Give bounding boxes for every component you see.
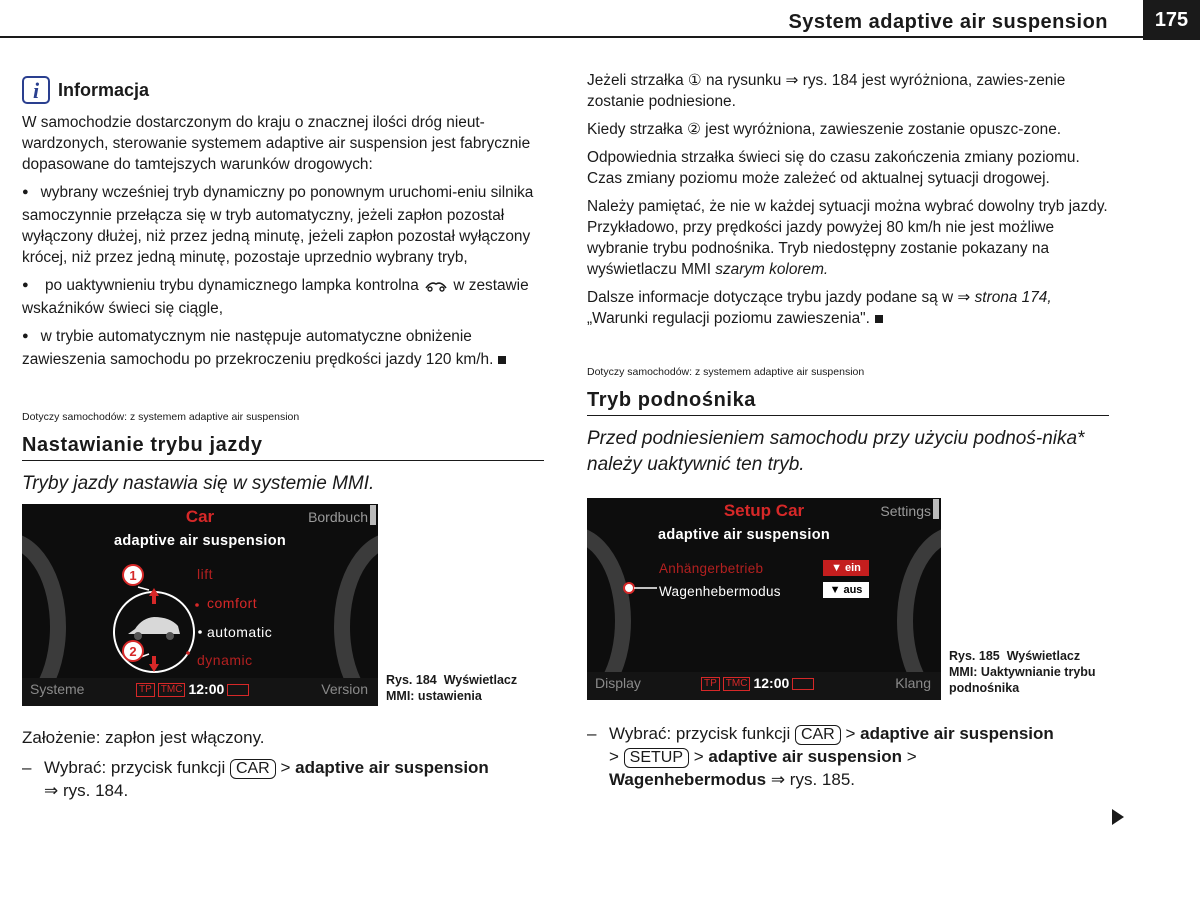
mode-dynamic: dynamic (197, 652, 253, 668)
menu-title-2: Setup Car (723, 501, 805, 520)
step-bold: adaptive air suspension (295, 758, 489, 777)
badge-aus-text: aus (843, 583, 863, 596)
signal-icon-2 (792, 678, 814, 690)
step-right: – Wybrać: przycisk funkcji CAR > adaptive air suspension > SETUP > adaptive air suspension > Wagenhebermodus ⇒ rys. 185. (587, 724, 1054, 789)
tp-indicator: TP (136, 683, 155, 697)
para-arrow-2: Kiedy strzałka ② jest wyróżniona, zawieszenie zostanie opuszc-zone. (587, 121, 1062, 138)
mode-lift: lift (197, 566, 213, 582)
mode-automatic: automatic (207, 624, 273, 640)
para-arrow-1: Jeżeli strzałka ① na rysunku ⇒ rys. 184 jest wyróżniona, zawies-zenie zostanie podniesione. (587, 72, 1066, 110)
step-prefix-2: Wybrać: przycisk funkcji (609, 724, 791, 743)
caption-text: Wyświetlacz MMI: ustawienia (386, 673, 518, 703)
info-title: Informacja (58, 79, 150, 100)
figure-caption-185 (949, 648, 1109, 696)
info-bullet-2-tail: w zestawie wskaźników świeci się ciągle, (22, 277, 529, 317)
info-header (22, 76, 544, 104)
caption-text-2: Wyświetlacz MMI: Uaktywnianie trybu podnośnika (949, 649, 1096, 695)
key-car-2: CAR (795, 725, 841, 745)
scrollbar-2 (933, 499, 939, 519)
step-prefix: Wybrać: przycisk funkcji (44, 758, 226, 777)
marker-1: 1 (122, 564, 144, 586)
menu-right-label-2: Settings (880, 503, 931, 519)
step-bold-2: adaptive air suspension (708, 747, 903, 766)
display-bottombar (22, 678, 378, 706)
clock-time-2: 12:00 (753, 675, 790, 691)
section-lead: Tryby jazdy nastawia się w systemie MMI. (22, 473, 375, 494)
bottom-left-label-2: Display (595, 675, 641, 691)
page-number: 175 (1143, 0, 1200, 40)
info-bullet-2-text: po uaktywnieniu trybu dynamicznego lampka kontrolna (44, 277, 419, 294)
para-note (587, 196, 1109, 280)
badge-aus: ▼ aus (823, 582, 869, 598)
info-bullet-1 (22, 182, 544, 268)
option-trailer-mode: Anhängerbetrieb (659, 561, 764, 576)
bottom-right-label-2: Klang (895, 675, 931, 691)
display-topbar-2 (587, 498, 941, 520)
menu-subtitle-2: adaptive air suspension (657, 527, 831, 543)
status-clock-2 (701, 673, 814, 694)
continue-arrow-icon (1112, 809, 1124, 825)
premise: Założenie: zapłon jest włączony. (22, 728, 265, 747)
display-bottombar-2 (587, 672, 941, 700)
key-car: CAR (230, 759, 276, 779)
applies-note: Dotyczy samochodów: z systemem adaptive air suspension (22, 411, 300, 423)
section-lead-2: Przed podniesieniem samochodu przy użyciu podnoś-nika* należy uaktywnić ten tryb. (587, 428, 1085, 475)
right-column (587, 70, 1109, 798)
caption-number: Rys. 184 (386, 673, 437, 687)
header-rule (0, 36, 1143, 38)
para-more-info (587, 287, 1109, 329)
menu-title: Car (185, 507, 215, 526)
step-ref-2: ⇒ rys. 185. (770, 770, 856, 789)
tp-indicator-2: TP (701, 677, 720, 691)
info-bullet-3 (22, 326, 544, 370)
info-icon: i (22, 76, 50, 104)
signal-icon (227, 684, 249, 696)
step-bold-1: adaptive air suspension (860, 724, 1054, 743)
more-info-tail: „Warunki regulacji poziomu zawieszenia". (587, 310, 870, 327)
header-title: System adaptive air suspension (788, 11, 1108, 33)
more-info-link: strona 174, (974, 289, 1052, 306)
applies-note-2: Dotyczy samochodów: z systemem adaptive air suspension (587, 366, 865, 378)
menu-right-label: Bordbuch (308, 509, 368, 525)
menu-subtitle: adaptive air suspension (113, 533, 287, 549)
tmc-indicator: TMC (158, 683, 186, 697)
option-jack-mode: Wagenhebermodus (659, 584, 781, 599)
caption-number-2: Rys. 185 (949, 649, 1000, 663)
step-left: – Wybrać: przycisk funkcji CAR > adaptive air suspension ⇒ rys. 184. (22, 758, 489, 800)
mmi-display-jack-mode (587, 498, 941, 700)
marker-2: 2 (122, 640, 144, 662)
key-setup: SETUP (624, 748, 689, 768)
para-level-change: Odpowiednia strzałka świeci się do czasu zakończenia zmiany poziomu. Czas zmiany poziomu może zależeć od aktualnej sytuacji drogowej. (587, 149, 1080, 187)
bottom-right-label: Version (321, 681, 368, 697)
tmc-indicator-2: TMC (723, 677, 751, 691)
info-bullet-2 (22, 275, 544, 319)
para-note-italic: szarym kolorem. (715, 261, 829, 278)
mmi-display-settings (22, 504, 378, 706)
mode-comfort: comfort (207, 595, 258, 611)
left-column (22, 76, 544, 809)
para-note-main: Należy pamiętać, że nie w każdej sytuacji można wybrać dowolny tryb jazdy. Przykładowo, przy prędkości jazdy powyżej 80 km/h nie jest możliwe wybranie trybu podnośnika. Tryb niedostępny zostanie pokazany na wyświetlaczu MMI (587, 198, 1108, 278)
suspension-warning-icon (423, 280, 449, 292)
figure-185 (587, 498, 1109, 700)
step-ref: ⇒ rys. 184. (44, 781, 129, 800)
info-bullet-1-text: wybrany wcześniej tryb dynamiczny po ponownym uruchomi-eniu silnika samoczynnie przełącza się w tryb automatyczny, jeżeli zapłon pozostał wyłączony dłużej, niż przez jedną minutę, jeżeli zapłon pozostał wyłączony krócej, niż przez jedną minutę, pozostaje uprzednio wybrany tryb, (22, 184, 534, 266)
step-sep: > (280, 758, 291, 777)
section-title-jack-mode: Tryb podnośnika (587, 390, 1109, 416)
step-bold-3: Wagenhebermodus (609, 770, 767, 789)
info-bullet-3-text: w trybie automatycznym nie następuje automatyczne obniżenie zawieszenia samochodu po przekroczeniu prędkości jazdy 120 km/h. (22, 328, 494, 368)
badge-ein-text: ein (844, 561, 861, 574)
section-title-driving-mode: Nastawianie trybu jazdy (22, 435, 544, 461)
bottom-left-label: Systeme (30, 681, 85, 697)
figure-184 (22, 504, 544, 706)
end-mark-2 (875, 315, 883, 323)
figure-caption-184 (386, 672, 544, 704)
badge-ein: ▼ ein (823, 560, 869, 576)
info-intro: W samochodzie dostarczonym do kraju o znacznej ilości dróg nieut-wardzonych, sterowanie systemem adaptive air suspension jest fabrycznie dopasowane do tamtejszych warunków drogowych: (22, 114, 531, 173)
end-mark (498, 356, 506, 364)
status-clock (136, 679, 249, 700)
car-lift-diagram (22, 504, 378, 706)
clock-time: 12:00 (188, 681, 225, 697)
more-info-main: Dalsze informacje dotyczące trybu jazdy podane są w ⇒ (587, 289, 971, 306)
